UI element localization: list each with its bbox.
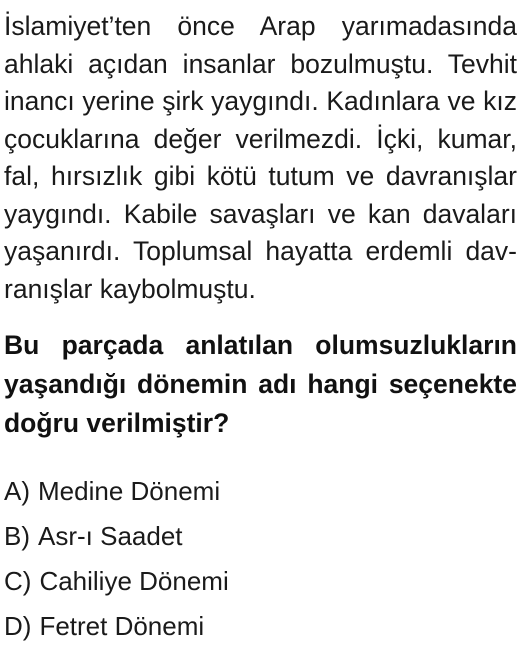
option-text: Fetret Dönemi (39, 611, 205, 641)
question-stem (4, 326, 517, 443)
passage-line: İslamiyet’ten önce Arap yarımadasında (4, 11, 517, 41)
passage-line: çocuklarına değer verilmezdi. İçki, kumar, (4, 123, 517, 154)
option-text: Medine Dönemi (38, 476, 221, 506)
question-line: Bu parçada anlatılan olumsuzlukların (4, 330, 517, 360)
option-b[interactable] (4, 514, 517, 559)
option-c[interactable] (4, 559, 517, 604)
option-text: Asr-ı Saadet (38, 521, 183, 551)
passage-line: ranışlar kaybolmuştu. (4, 273, 256, 304)
passage-line: ahlaki açıdan insanlar bozulmuştu. Tevhit (4, 48, 517, 79)
passage-text (4, 8, 517, 308)
question-page (4, 0, 517, 651)
option-letter: A) (4, 476, 30, 506)
passage-line: fal, hırsızlık gibi kötü tutum ve davranışlar (4, 161, 517, 191)
passage-line: inancı yerine şirk yaygındı. Kadınlara ve kız (4, 86, 517, 116)
question-line: doğru verilmiştir? (4, 408, 230, 438)
question-line: yaşandığı dönemin adı hangi seçenekte (4, 369, 517, 399)
option-text: Cahiliye Dönemi (39, 566, 229, 596)
option-letter: C) (4, 566, 32, 596)
option-letter: D) (4, 611, 32, 641)
option-a[interactable] (4, 469, 517, 514)
option-d[interactable] (4, 604, 517, 649)
answer-options (4, 469, 517, 649)
option-letter: B) (4, 521, 30, 551)
passage-line: yaygındı. Kabile savaşları ve kan davaları (4, 198, 517, 229)
passage-line: yaşanırdı. Toplumsal hayatta erdemli dav- (4, 236, 517, 266)
